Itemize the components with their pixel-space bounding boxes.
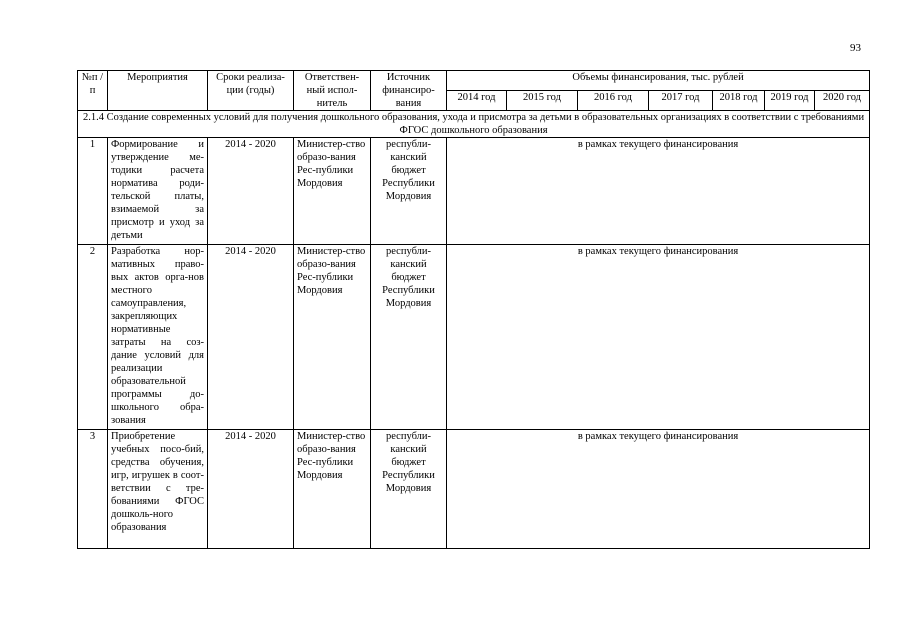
- header-row: [78, 71, 870, 91]
- year-2017: 2017 год: [649, 91, 713, 111]
- table-row: [78, 430, 870, 549]
- header-funding: Объемы финансирования, тыс. рублей: [447, 71, 870, 91]
- row-years: 2014 - 2020: [208, 430, 294, 549]
- row-responsible: Министер-ство образо-вания Рес-публики Мордовия: [294, 138, 371, 245]
- funding-plan-table: [77, 70, 870, 549]
- row-source: республи-канский бюджет Республики Мордовия: [371, 430, 447, 549]
- row-action: Разработка нор-мативных право-вых актов орга-нов местного самоуправления, закрепляющих нормативные затраты на соз-дание условий для реализации образовательной программы до-школьного обра-зования: [108, 245, 208, 430]
- row-funding: в рамках текущего финансирования: [447, 430, 870, 549]
- row-funding: в рамках текущего финансирования: [447, 245, 870, 430]
- row-action: Формирование и утверждение ме-тодики расчета норматива роди-тельской платы, взимаемой за присмотр и уход за детьми: [108, 138, 208, 245]
- row-responsible: Министер-ство образо-вания Рес-публики Мордовия: [294, 430, 371, 549]
- row-action: Приобретение учебных посо-бий, средства обучения, игр, игрушек в соот-ветствии с тре-бованиями ФГОС дошколь-ного образования: [108, 430, 208, 549]
- row-number: 2: [78, 245, 108, 430]
- section-title: 2.1.4 Создание современных условий для получения дошкольного образования, ухода и присмотра за детьми в образовательных организациях в соответствии с требованиями ФГОС дошкольного образования: [78, 111, 870, 138]
- page-number: 93: [850, 42, 861, 54]
- row-years: 2014 - 2020: [208, 138, 294, 245]
- year-2020: 2020 год: [815, 91, 870, 111]
- year-2015: 2015 год: [507, 91, 578, 111]
- year-2019: 2019 год: [765, 91, 815, 111]
- section-row: [78, 111, 870, 138]
- row-years: 2014 - 2020: [208, 245, 294, 430]
- table-row: [78, 245, 870, 430]
- row-number: 3: [78, 430, 108, 549]
- year-2016: 2016 год: [578, 91, 649, 111]
- table-row: [78, 138, 870, 245]
- row-source: республи-канский бюджет Республики Мордовия: [371, 245, 447, 430]
- row-responsible: Министер-ство образо-вания Рес-публики Мордовия: [294, 245, 371, 430]
- header-source: Источник финансиро-вания: [371, 71, 447, 111]
- year-2018: 2018 год: [713, 91, 765, 111]
- row-funding: в рамках текущего финансирования: [447, 138, 870, 245]
- row-source: республи-канский бюджет Республики Мордовия: [371, 138, 447, 245]
- header-years: Сроки реализа-ции (годы): [208, 71, 294, 111]
- header-responsible: Ответствен-ный испол-нитель: [294, 71, 371, 111]
- header-num: №п /п: [78, 71, 108, 111]
- row-number: 1: [78, 138, 108, 245]
- year-2014: 2014 год: [447, 91, 507, 111]
- header-action: Мероприятия: [108, 71, 208, 111]
